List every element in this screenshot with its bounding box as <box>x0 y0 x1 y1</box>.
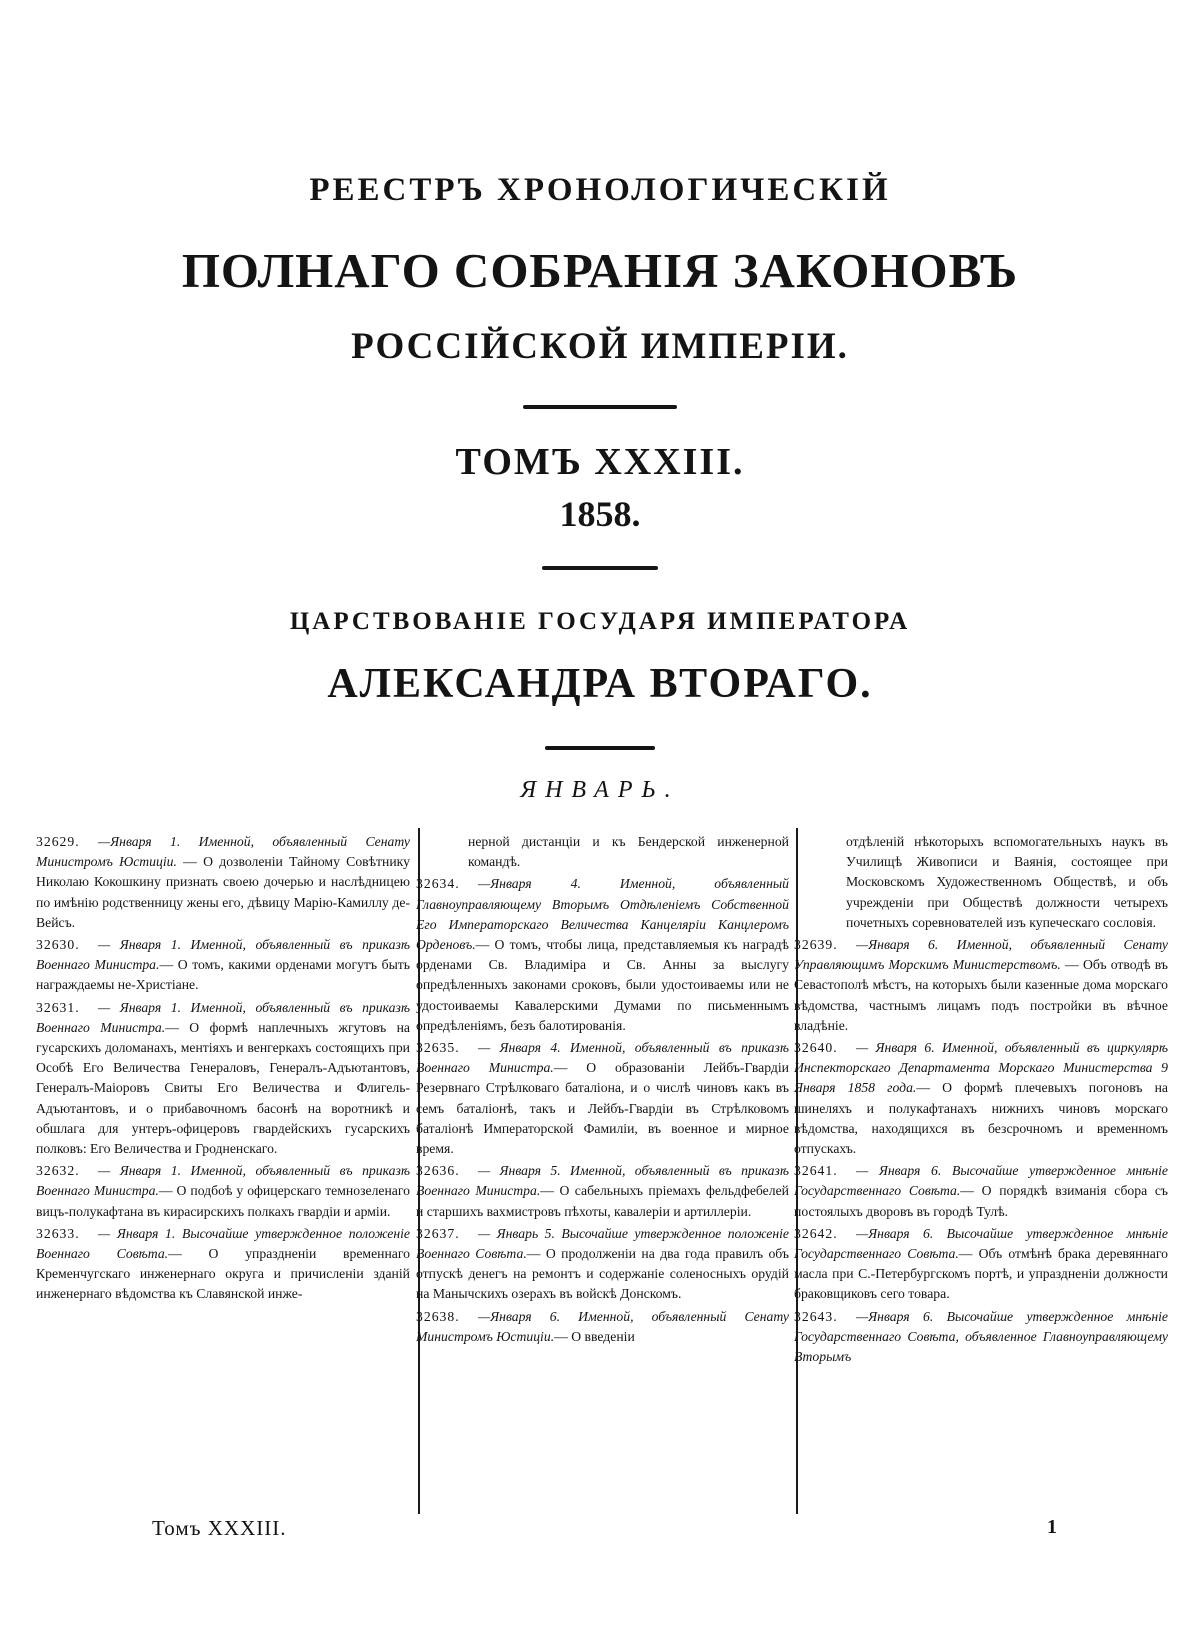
entry-dateline: —Января 6. Высочайше утвержденное мнѣніе Государственнаго Совѣта, объявленное Главноуправляющему Вторымъ <box>794 1308 1168 1365</box>
entry-dateline: — Январь 5. Высочайше утвержденное положеніе Военнаго Совѣта. <box>416 1225 789 1262</box>
entry-text: — О томъ, какими орденами могутъ быть награждаемы не-Христіане. <box>36 957 411 993</box>
entry-dateline: — Января 1. Высочайше утвержденное положеніе Военнаго Совѣта. <box>36 1225 410 1262</box>
entry-dateline: — Января 6. Именной, объявленный въ циркулярѣ Инспекторскаго Департамента Морскаго Министерства 9 Января 1858 года. <box>794 1040 1168 1096</box>
entry-text: — О упраздненіи временнаго Кременчугскаго инженернаго округа и причисленіи зданій инженернаго вѣдомства къ Славянской инже- <box>36 1246 410 1302</box>
entry-number: 32633. <box>36 1225 80 1241</box>
law-entry <box>416 1307 789 1347</box>
entry-number: 32632. <box>36 1163 80 1179</box>
registry-heading: РЕЕСТРЪ ХРОНОЛОГИЧЕСКІЙ <box>309 172 891 208</box>
collection-title: ПОЛНАГО СОБРАНІЯ ЗАКОНОВЪ <box>181 243 1019 298</box>
law-entry <box>416 1038 789 1159</box>
entry-number: 32638. <box>416 1308 460 1324</box>
entry-text: — О подбоѣ у офицерскаго темнозеленаго вицъ-полукафтана въ кирасирскихъ полкахъ гвардіи и арміи. <box>36 1183 410 1219</box>
law-entry <box>794 935 1168 1036</box>
continued-text: нерной дистанціи и къ Бендерской инженерной командѣ. <box>468 834 789 870</box>
law-entry <box>36 935 410 996</box>
month-heading: ЯНВАРЬ. <box>520 777 680 803</box>
entry-dateline: — Января 1. Именной, объявленный въ приказѣ Военнаго Министра. <box>36 1163 410 1199</box>
entry-dateline: —Января 1. Именной, объявленный Сенату Министромъ Юстиціи. <box>36 834 410 870</box>
entry-text: — О формѣ наплечныхъ жгутовъ на гусарскихъ доломанахъ, ментіяхъ и венгеркахъ состоящихъ при Особѣ Его Величества Генераловъ, Генералъ-Адъютантовъ, Генералъ-Маіоровъ Свиты Его Величества и Флигель-Адъютантовъ, и о прибавочномъ басонѣ на воротникѣ и обшлага для унтеръ-офицеровъ гвардейскихъ гусарскихъ полковъ: Его Величества и Гродненскаго. <box>36 1019 410 1157</box>
text-column-1 <box>36 832 410 1305</box>
year-heading: 1858. <box>559 494 641 534</box>
entry-text: — Объ отмѣнѣ брака деревяннаго масла при С.-Петербургскомъ портѣ, и упраздненіи должности браковщиковъ сего товара. <box>794 1246 1168 1302</box>
entry-number: 32642. <box>794 1225 838 1241</box>
law-entry <box>416 1224 789 1305</box>
entry-text: — О томъ, чтобы лица, представляемыя къ наградѣ орденами Св. Владиміра и Св. Анны за выслугу опредѣленныхъ законами сроковъ, были удостоиваемы или не удостоиваемы Кавалерскими Думами по письменнымъ опредѣленіямъ, безъ балотированія. <box>416 937 789 1033</box>
volume-heading: ТОМЪ XXXIII. <box>455 441 745 483</box>
sheet-number: 1 <box>1047 1516 1057 1538</box>
text-column-3 <box>794 832 1168 1367</box>
entry-dateline: — Января 1. Именной, объявленный въ приказѣ Военнаго Министра. <box>36 999 410 1035</box>
continued-text: отдѣленій нѣкоторыхъ вспомогательныхъ наукъ въ Училищѣ Живописи и Ваянія, состоящее при Московскомъ Художественномъ Обществѣ, и объ учрежденіи при Обществѣ должности четырехъ почетныхъ соревнователей изъ купеческаго сословія. <box>846 834 1168 930</box>
law-entry <box>36 1224 410 1305</box>
entry-text: — Объ отводѣ въ Севастополѣ мѣстъ, на которыхъ были казенные дома морскаго вѣдомства, частнымъ лицамъ подъ постройки въ вѣчное владѣніе. <box>794 957 1168 1033</box>
entry-dateline: — Января 6. Высочайше утвержденное мнѣніе Государственнаго Совѣта. <box>794 1163 1168 1199</box>
entry-text: — О сабельныхъ пріемахъ фельдфебелей и старшихъ вахмистровъ пѣхоты, кавалеріи и артиллеріи. <box>416 1183 789 1219</box>
entry-number: 32635. <box>416 1040 460 1056</box>
ornamental-rule <box>545 746 655 750</box>
law-entry <box>36 832 410 933</box>
entry-number: 32641. <box>794 1163 838 1179</box>
entry-text: — О формѣ плечевыхъ погоновъ на шинеляхъ и полукафтанахъ нижнихъ чиновъ морскаго вѣдомства, находящихся въ безсрочномъ и временномъ отпускахъ. <box>794 1080 1168 1157</box>
entry-dateline: —Января 6. Именной, объявленный Сенату Управляющимъ Морскимъ Министерствомъ. <box>794 937 1168 973</box>
ornamental-rule <box>523 405 677 409</box>
law-entry <box>794 1307 1168 1368</box>
reign-heading: ЦАРСТВОВАНІЕ ГОСУДАРЯ ИМПЕРАТОРА <box>289 608 911 635</box>
entry-number: 32634. <box>416 876 460 892</box>
text-column-2 <box>416 832 789 1347</box>
entry-number: 32636. <box>416 1163 460 1179</box>
entry-text: — О образованіи Лейбъ-Гвардіи Резервнаго Стрѣлковаго баталіона, и о числѣ чиновъ какъ въ семъ баталіонѣ, такъ и Лейбъ-Гвардіи въ Стрѣлковомъ баталіонѣ Императорской Фамиліи, въ военное и мирное время. <box>416 1060 789 1157</box>
entry-number: 32639. <box>794 937 838 953</box>
entry-dateline: — Января 4. Именной, объявленный въ приказѣ Военнаго Министра. <box>416 1040 789 1076</box>
footer-volume: Томъ XXXIII. <box>152 1516 287 1540</box>
entry-number: 32643. <box>794 1308 838 1324</box>
entry-number: 32631. <box>36 999 80 1015</box>
entry-dateline: —Января 6. Высочайше утвержденное мнѣніе Государственнаго Совѣта. <box>794 1225 1168 1262</box>
entry-dateline: — Января 5. Именной, объявленный въ приказѣ Военнаго Министра. <box>416 1163 789 1199</box>
entry-text: — О порядкѣ взиманія сбора съ постоялыхъ дворовъ въ городѣ Тулѣ. <box>794 1183 1169 1219</box>
entry-number: 32637. <box>416 1225 460 1241</box>
law-entry <box>794 1161 1168 1222</box>
law-entry <box>36 998 410 1160</box>
emperor-heading: АЛЕКСАНДРА ВТОРАГО. <box>327 661 873 707</box>
law-entry <box>794 1224 1168 1305</box>
entry-number: 32629. <box>36 834 80 849</box>
law-entry <box>416 874 789 1036</box>
entry-dateline: —Января 6. Именной, объявленный Сенату Министромъ Юстиціи. <box>416 1308 789 1344</box>
law-entry <box>36 1161 410 1222</box>
entry-text: — О дозволеніи Тайному Совѣтнику Николаю Кокошкину признать своею дочерью и наслѣдницею по имѣнію родственницу жены его, дѣвицу Марію-Камиллу де-Вейсъ. <box>36 854 410 930</box>
law-entry <box>794 1038 1168 1159</box>
entry-number: 32630. <box>36 937 80 953</box>
entry-dateline: — Января 1. Именной, объявленный въ приказѣ Военнаго Министра. <box>36 937 410 973</box>
empire-subtitle: РОССІЙСКОЙ ИМПЕРІИ. <box>351 326 849 367</box>
law-entry <box>416 1161 789 1222</box>
ornamental-rule <box>542 566 658 570</box>
entry-dateline: —Января 4. Именной, объявленный Главноуправляющему Вторымъ Отдѣленіемъ Собственной Его Императорскаго Величества Канцеляріи Канцлеромъ Орденовъ. <box>416 876 789 953</box>
entry-text: — О продолженіи на два года правилъ объ отпускѣ денегъ на ремонтъ и содержаніе соленосныхъ орудій на Манычскихъ озерахъ въ войскѣ Донскомъ. <box>416 1246 789 1302</box>
entry-text: — О введеніи <box>554 1328 635 1344</box>
entry-number: 32640. <box>794 1040 838 1056</box>
